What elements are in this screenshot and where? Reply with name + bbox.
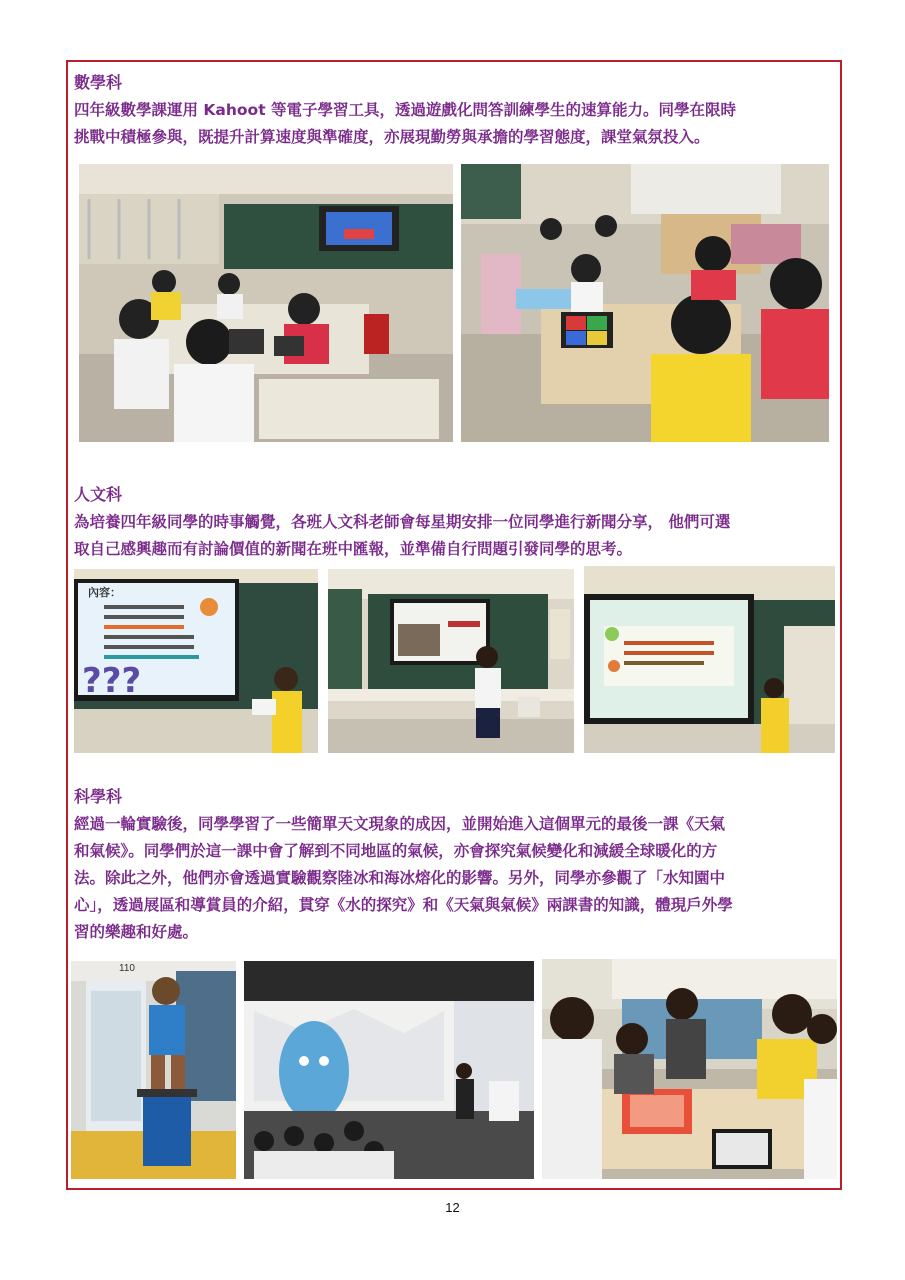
- science-heading: 科學科: [74, 787, 123, 806]
- science-line-1: 經過一輪實驗後，同學學習了一些簡單天文現象的成因，並開始進入這個單元的最後一課《天氣: [74, 815, 726, 833]
- humanities-presentation-photo-3: [584, 566, 835, 753]
- exhibit-number-label: 110: [119, 963, 135, 974]
- humanities-paragraph: [74, 509, 844, 563]
- math-classroom-photo-2: [461, 164, 829, 442]
- humanities-line-2: 取自己感興趣而有討論價值的新聞在班中匯報，並準備自行問題引發同學的思考。: [74, 540, 633, 558]
- science-exhibit-photo-2: [244, 961, 534, 1179]
- page-number: 12: [445, 1200, 460, 1215]
- math-line-1: 四年級數學課運用 Kahoot 等電子學習工具，透過遊戲化問答訓練學生的速算能力。同學在限時: [74, 101, 737, 119]
- humanities-presentation-photo-1: [74, 569, 318, 753]
- humanities-line-1: 為培養四年級同學的時事觸覺，各班人文科老師會每星期安排一位同學進行新聞分享， 他們可選: [74, 513, 731, 531]
- math-classroom-photo-1: [79, 164, 453, 442]
- slide-title-text: 內容：: [88, 586, 121, 599]
- science-line-3: 法。除此之外，他們亦會透過實驗觀察陸冰和海冰熔化的影響。另外，同學亦參觀了「水知園中: [74, 869, 726, 887]
- science-exhibit-photo-1: [71, 961, 236, 1179]
- science-experiment-photo-3: [542, 959, 837, 1179]
- science-line-4: 心」，透過展區和導賞員的介紹，貫穿《水的探究》和《天氣與氣候》兩課書的知識，體現戶外學: [74, 896, 733, 914]
- svg-text:???: ???: [82, 661, 142, 701]
- math-heading: 數學科: [74, 73, 123, 92]
- science-line-2: 和氣候》。同學們於這一課中會了解到不同地區的氣候，亦會探究氣候變化和減緩全球暖化的方: [74, 842, 718, 860]
- math-line-2: 挑戰中積極參與，既提升計算速度與準確度，亦展現勤勞與承擔的學習態度，課堂氣氛投入。: [74, 128, 710, 146]
- humanities-presentation-photo-2: [328, 569, 574, 753]
- science-paragraph: [74, 811, 844, 946]
- math-paragraph: [74, 97, 844, 151]
- science-line-5: 習的樂趣和好處。: [74, 923, 199, 941]
- humanities-heading: 人文科: [74, 485, 123, 504]
